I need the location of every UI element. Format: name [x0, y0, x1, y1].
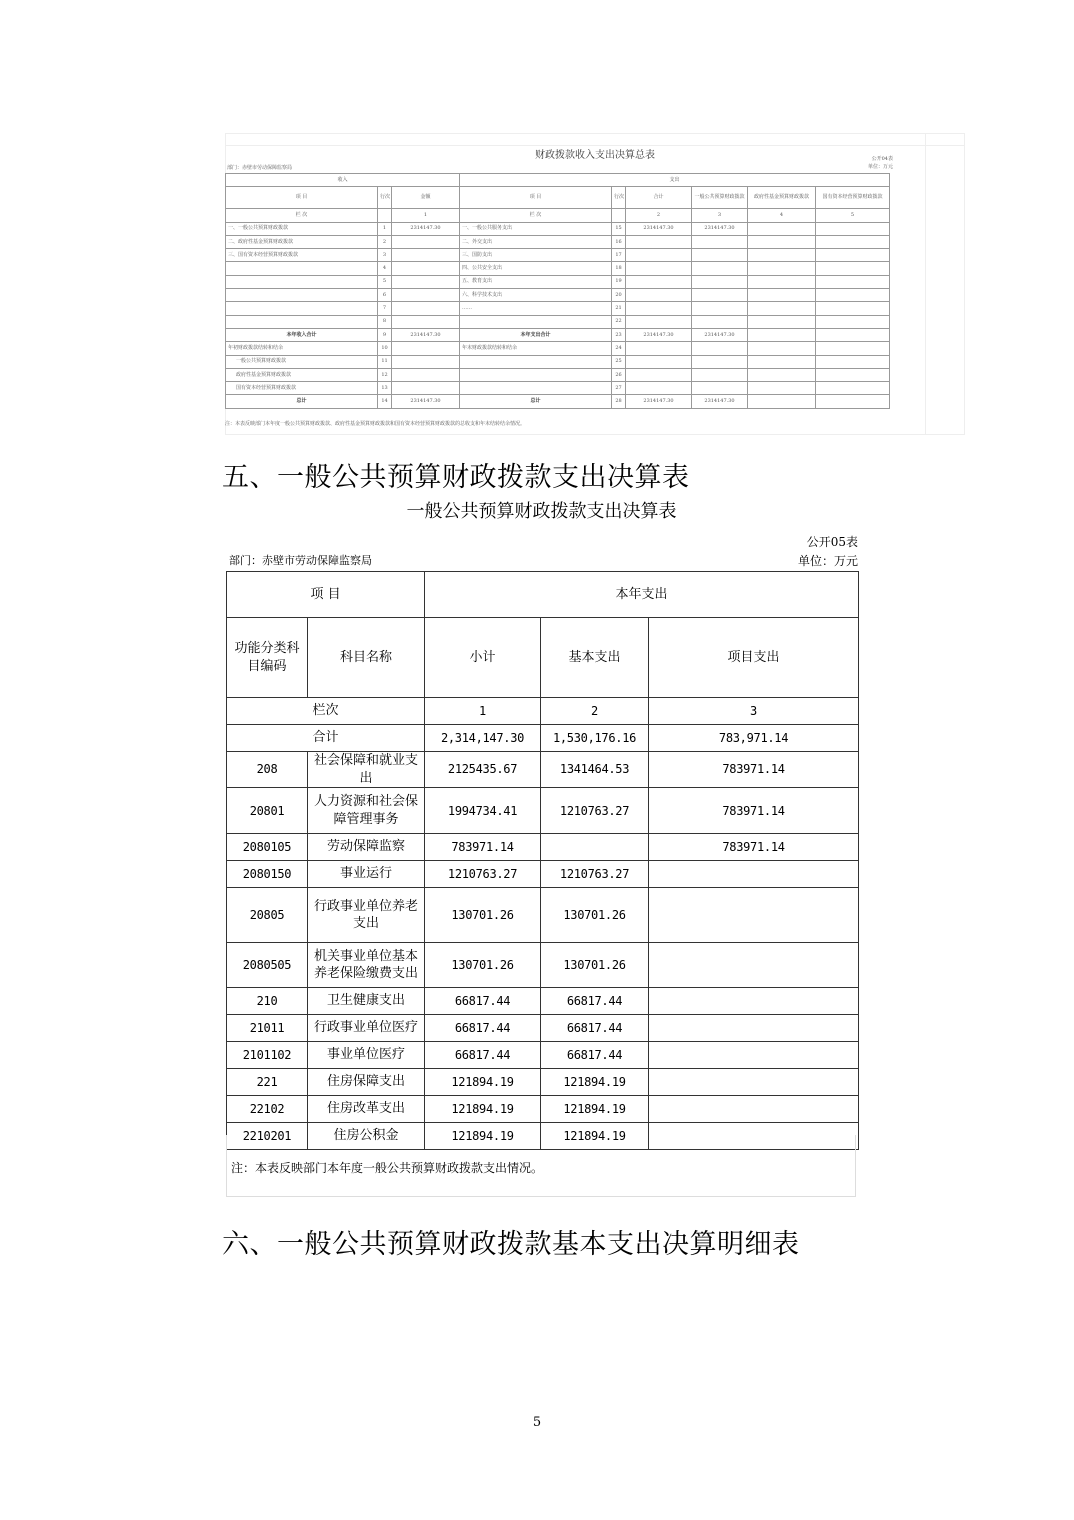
table1-empty-cell — [816, 249, 890, 262]
table1-col-line: 行次 — [612, 187, 626, 209]
table2-cell-subtotal: 783971.14 — [425, 834, 541, 861]
table2-cell-subtotal: 1210763.27 — [425, 861, 541, 888]
table1-cell-total — [626, 275, 692, 288]
table1-empty-cell — [748, 355, 816, 368]
table2-cell-code: 20805 — [227, 888, 308, 943]
table2-cell-project — [649, 943, 859, 988]
table2-colnum: 1 — [425, 698, 541, 725]
table2-cell-project — [649, 861, 859, 888]
table1-cell-total — [626, 302, 692, 315]
table1-col-item: 项 目 — [226, 187, 378, 209]
table1-colnum: 1 — [392, 209, 460, 222]
table2-cell-basic: 121894.19 — [541, 1123, 649, 1150]
table2-total-basic: 1,530,176.16 — [541, 725, 649, 752]
table1-cell-income: 本年收入合计 — [226, 328, 378, 341]
table2-unit: 单位：万元 — [797, 554, 858, 568]
table1-cell-gen — [692, 368, 748, 381]
table2-cell-subtotal: 1994734.41 — [425, 788, 541, 834]
table2-cell-basic: 66817.44 — [541, 1015, 649, 1042]
table2-cell-project: 783971.14 — [649, 834, 859, 861]
table2-note-box — [226, 1135, 856, 1197]
table2-cell-basic: 121894.19 — [541, 1096, 649, 1123]
table1-cell-amt — [392, 368, 460, 381]
table2-row — [227, 1042, 859, 1069]
table1-cell-income — [226, 275, 378, 288]
table1-dept: 部门：赤壁市劳动保障监察局 — [227, 165, 293, 171]
table1-cell-amt — [392, 302, 460, 315]
table1-row — [226, 249, 890, 262]
table1-row — [226, 395, 890, 408]
table1-col-line: 行次 — [378, 187, 392, 209]
table1-empty-cell — [816, 289, 890, 302]
table2-cell-code: 210 — [227, 988, 308, 1015]
table1-row — [226, 382, 890, 395]
table2-row — [227, 943, 859, 988]
table2-cell-code: 21011 — [227, 1015, 308, 1042]
table1-cell-exp: 本年支出合计 — [460, 328, 612, 341]
table1-cell-rn: 24 — [612, 342, 626, 355]
table2-row — [227, 1015, 859, 1042]
table1-row — [226, 302, 890, 315]
table2-cell-code: 221 — [227, 1069, 308, 1096]
table1-empty-cell — [816, 262, 890, 275]
table2-cell-project — [649, 888, 859, 943]
table2-cell-name: 住房改革支出 — [308, 1096, 425, 1123]
table1-cell-total: 2314147.30 — [626, 328, 692, 341]
table1-lanci: 栏 次 — [226, 209, 378, 222]
table1-cell-gen — [692, 235, 748, 248]
table1-cell-total — [626, 262, 692, 275]
table1-empty-cell — [748, 315, 816, 328]
table1-cell-amt — [392, 249, 460, 262]
table2-cell-subtotal: 130701.26 — [425, 943, 541, 988]
table2-cell-name: 机关事业单位基本养老保险缴费支出 — [308, 943, 425, 988]
table2-cell-basic — [541, 834, 649, 861]
table1-empty-cell — [748, 342, 816, 355]
table1-empty-cell — [748, 395, 816, 408]
table1-colnum: 4 — [748, 209, 816, 222]
table1-cell-exp — [460, 355, 612, 368]
table1-cell-total — [626, 368, 692, 381]
table1-cell-ln: 8 — [378, 315, 392, 328]
table1-title: 财政拨款收入支出决算总表 — [535, 150, 655, 161]
table1-cell-total: 2314147.30 — [626, 222, 692, 235]
table1-empty-cell — [816, 235, 890, 248]
table2-cell-basic: 66817.44 — [541, 1042, 649, 1069]
table2-cell-subtotal: 130701.26 — [425, 888, 541, 943]
table2-cell-code: 208 — [227, 752, 308, 788]
table1-row — [226, 275, 890, 288]
table1-cell-total — [626, 249, 692, 262]
table2-cell-name: 劳动保障监察 — [308, 834, 425, 861]
table2-cell-subtotal: 2125435.67 — [425, 752, 541, 788]
table2-lanci: 栏次 — [227, 698, 425, 725]
table1-empty-cell — [748, 368, 816, 381]
table1-cell-total — [626, 382, 692, 395]
table1-cell-gen — [692, 382, 748, 395]
table2-cell-code: 2080150 — [227, 861, 308, 888]
table1-empty-cell — [748, 235, 816, 248]
table1-cell-amt: 2314147.30 — [392, 222, 460, 235]
table1-cell-ln: 10 — [378, 342, 392, 355]
table2-cell-name: 事业单位医疗 — [308, 1042, 425, 1069]
table2-cell-name: 人力资源和社会保障管理事务 — [308, 788, 425, 834]
table1-cell-amt — [392, 342, 460, 355]
table1-lanci: 栏 次 — [460, 209, 612, 222]
table1-cell-income: 年初财政拨款结转和结余 — [226, 342, 378, 355]
table1-cell-income: 总计 — [226, 395, 378, 408]
table1-cell-amt — [392, 382, 460, 395]
table1-empty-cell — [748, 302, 816, 315]
table1-note: 注：本表反映部门本年度一般公共预算财政拨款、政府性基金预算财政拨款和国有资本经营预算财政拨款的总收支和年末结转结余情况。 — [225, 421, 526, 427]
table2-cell-name: 社会保障和就业支出 — [308, 752, 425, 788]
table1-empty-cell — [816, 368, 890, 381]
table2-total-subtotal: 2,314,147.30 — [425, 725, 541, 752]
table1-cell-rn: 25 — [612, 355, 626, 368]
table2-note: 注：本表反映部门本年度一般公共预算财政拨款支出情况。 — [231, 1161, 544, 1175]
table2-cell-subtotal: 66817.44 — [425, 1015, 541, 1042]
table1-cell-rn: 27 — [612, 382, 626, 395]
table2-cell-subtotal: 121894.19 — [425, 1123, 541, 1150]
table2-cell-project — [649, 1069, 859, 1096]
table1-cell-income: 二、政府性基金预算财政拨款 — [226, 235, 378, 248]
table1-cell-amt: 2314147.30 — [392, 328, 460, 341]
table1-cell-exp: 五、教育支出 — [460, 275, 612, 288]
table2-cell-project — [649, 1096, 859, 1123]
table1-cell-rn: 21 — [612, 302, 626, 315]
table1-row — [226, 289, 890, 302]
table1-cell-gen — [692, 342, 748, 355]
table2-row — [227, 1096, 859, 1123]
table1-empty-cell — [612, 209, 626, 222]
table1-cell-exp: 年末财政拨款结转和结余 — [460, 342, 612, 355]
table1-cell-exp: 一、一般公共服务支出 — [460, 222, 612, 235]
table1-col-fund: 政府性基金预算财政拨款 — [748, 187, 816, 209]
table1-header-income: 收入 — [226, 174, 460, 187]
table1-empty-cell — [748, 262, 816, 275]
table1-cell-total — [626, 355, 692, 368]
table2-cell-project — [649, 1042, 859, 1069]
table2-cell-basic: 130701.26 — [541, 888, 649, 943]
table2-cell-basic: 1210763.27 — [541, 788, 649, 834]
table2-row — [227, 752, 859, 788]
table1-row — [226, 355, 890, 368]
table2-form-no: 公开05表 — [806, 535, 858, 549]
table1-empty-cell — [816, 315, 890, 328]
section-heading-6: 六、一般公共预算财政拨款基本支出决算明细表 — [222, 1229, 800, 1260]
table1-row — [226, 368, 890, 381]
table2-cell-basic: 66817.44 — [541, 988, 649, 1015]
table1-cell-total — [626, 289, 692, 302]
table1-col-amount: 金额 — [392, 187, 460, 209]
table1-cell-exp — [460, 315, 612, 328]
table2-row — [227, 788, 859, 834]
table1-header-expense: 支出 — [460, 174, 890, 187]
table1-image — [225, 133, 965, 435]
table1-empty-cell — [748, 222, 816, 235]
table2-header-expense: 本年支出 — [425, 572, 859, 618]
table2-grid — [226, 571, 859, 1150]
table1-cell-total — [626, 315, 692, 328]
table1-empty-cell — [748, 275, 816, 288]
table1-colnum: 3 — [692, 209, 748, 222]
table1-cell-amt — [392, 289, 460, 302]
table1-empty-cell — [816, 342, 890, 355]
table2-row — [227, 988, 859, 1015]
table2-cell-code: 2101102 — [227, 1042, 308, 1069]
table2-dept: 部门：赤壁市劳动保障监察局 — [229, 554, 372, 567]
section-heading-5: 五、一般公共预算财政拨款支出决算表 — [222, 462, 690, 493]
table2-title: 一般公共预算财政拨款支出决算表 — [406, 501, 677, 522]
table2-cell-code: 20801 — [227, 788, 308, 834]
table1-empty-cell — [748, 328, 816, 341]
table1-cell-exp: 总计 — [460, 395, 612, 408]
table2-cell-subtotal: 66817.44 — [425, 1042, 541, 1069]
table2-header-subtotal: 小计 — [425, 618, 541, 698]
table1-cell-rn: 28 — [612, 395, 626, 408]
table1-cell-exp — [460, 382, 612, 395]
table1-cell-gen — [692, 262, 748, 275]
table1-cell-income: 一般公共预算财政拨款 — [226, 355, 378, 368]
table1-cell-rn: 15 — [612, 222, 626, 235]
table1-empty-cell — [816, 302, 890, 315]
table1-row — [226, 235, 890, 248]
table1-cell-ln: 12 — [378, 368, 392, 381]
table2-cell-code: 2080505 — [227, 943, 308, 988]
table1-cell-exp: 三、国防支出 — [460, 249, 612, 262]
table1-empty-cell — [748, 249, 816, 262]
table1-colnum: 5 — [816, 209, 890, 222]
table1-cell-income — [226, 302, 378, 315]
table1-cell-rn: 20 — [612, 289, 626, 302]
table2-header-code: 功能分类科目编码 — [227, 618, 308, 698]
table2-row — [227, 1069, 859, 1096]
table1-cell-amt — [392, 262, 460, 275]
table2-row — [227, 888, 859, 943]
table1-cell-amt — [392, 235, 460, 248]
table2-row — [227, 834, 859, 861]
table1-cell-rn: 17 — [612, 249, 626, 262]
table2-header-basic: 基本支出 — [541, 618, 649, 698]
table1-cell-income — [226, 315, 378, 328]
table2-cell-subtotal: 121894.19 — [425, 1096, 541, 1123]
table1-form-no: 公开04表 — [871, 156, 893, 162]
table2-cell-name: 住房保障支出 — [308, 1069, 425, 1096]
table2-colnum: 3 — [649, 698, 859, 725]
table2-cell-project: 783971.14 — [649, 752, 859, 788]
table1-cell-rn: 26 — [612, 368, 626, 381]
table2-cell-project — [649, 1015, 859, 1042]
table1-cell-gen — [692, 302, 748, 315]
table2-row — [227, 861, 859, 888]
table2-cell-basic: 121894.19 — [541, 1069, 649, 1096]
table2-cell-name: 行政事业单位养老支出 — [308, 888, 425, 943]
table1-empty-cell — [378, 209, 392, 222]
table1-cell-income: 三、国有资本经营预算财政拨款 — [226, 249, 378, 262]
table1-row — [226, 222, 890, 235]
table1-cell-amt: 2314147.30 — [392, 395, 460, 408]
table1-cell-gen: 2314147.30 — [692, 222, 748, 235]
table1-row — [226, 342, 890, 355]
table1-empty-cell — [816, 382, 890, 395]
table2-cell-name: 卫生健康支出 — [308, 988, 425, 1015]
table1-row — [226, 262, 890, 275]
table1-cell-income: 一、一般公共预算财政拨款 — [226, 222, 378, 235]
table1-unit: 单位：万元 — [867, 164, 893, 170]
table1-cell-exp: 六、科学技术支出 — [460, 289, 612, 302]
table1-colnum: 2 — [626, 209, 692, 222]
table2-cell-basic: 130701.26 — [541, 943, 649, 988]
table2-header-item: 项 目 — [227, 572, 425, 618]
table1-cell-exp: …… — [460, 302, 612, 315]
table1-empty-cell — [816, 222, 890, 235]
table1-cell-ln: 9 — [378, 328, 392, 341]
table1-col-total: 合计 — [626, 187, 692, 209]
table1-cell-rn: 23 — [612, 328, 626, 341]
table1-cell-ln: 4 — [378, 262, 392, 275]
table1-col-item: 项 目 — [460, 187, 612, 209]
table1-cell-amt — [392, 275, 460, 288]
table1-cell-ln: 7 — [378, 302, 392, 315]
table1-cell-ln: 2 — [378, 235, 392, 248]
table1-cell-total — [626, 235, 692, 248]
table2-cell-basic: 1210763.27 — [541, 861, 649, 888]
table1-cell-exp: 四、公共安全支出 — [460, 262, 612, 275]
table2-cell-subtotal: 66817.44 — [425, 988, 541, 1015]
table1-cell-ln: 11 — [378, 355, 392, 368]
table1-cell-ln: 3 — [378, 249, 392, 262]
table2-cell-code: 2210201 — [227, 1123, 308, 1150]
page-number: 5 — [532, 1415, 542, 1430]
table1-grid — [225, 173, 890, 409]
table1-empty-cell — [816, 328, 890, 341]
table1-cell-ln: 1 — [378, 222, 392, 235]
table2-header-name: 科目名称 — [308, 618, 425, 698]
table1-cell-income — [226, 262, 378, 275]
table1-cell-amt — [392, 355, 460, 368]
table1-empty-cell — [748, 382, 816, 395]
table2-cell-project — [649, 988, 859, 1015]
table2-header-project: 项目支出 — [649, 618, 859, 698]
table2-cell-project: 783971.14 — [649, 788, 859, 834]
table1-cell-gen — [692, 355, 748, 368]
table1-col-capital: 国有资本经营预算财政拨款 — [816, 187, 890, 209]
table2-cell-code: 2080105 — [227, 834, 308, 861]
table1-empty-cell — [816, 355, 890, 368]
table1-cell-amt — [392, 315, 460, 328]
table1-cell-rn: 19 — [612, 275, 626, 288]
table1-cell-rn: 16 — [612, 235, 626, 248]
table2-total-label: 合计 — [227, 725, 425, 752]
table2-cell-name: 住房公积金 — [308, 1123, 425, 1150]
table1-cell-gen: 2314147.30 — [692, 328, 748, 341]
table1-cell-gen: 2314147.30 — [692, 395, 748, 408]
table2-cell-name: 行政事业单位医疗 — [308, 1015, 425, 1042]
table2-cell-subtotal: 121894.19 — [425, 1069, 541, 1096]
table1-cell-total: 2314147.30 — [626, 395, 692, 408]
table1-cell-rn: 18 — [612, 262, 626, 275]
table1-cell-ln: 5 — [378, 275, 392, 288]
table1-empty-cell — [816, 275, 890, 288]
table1-cell-gen — [692, 315, 748, 328]
table2-cell-basic: 1341464.53 — [541, 752, 649, 788]
table1-cell-gen — [692, 275, 748, 288]
table1-row — [226, 328, 890, 341]
table1-cell-total — [626, 342, 692, 355]
table1-cell-gen — [692, 249, 748, 262]
table1-cell-ln: 14 — [378, 395, 392, 408]
table1-cell-gen — [692, 289, 748, 302]
table1-cell-exp — [460, 368, 612, 381]
table2-total-project: 783,971.14 — [649, 725, 859, 752]
table1-cell-ln: 13 — [378, 382, 392, 395]
table1-cell-rn: 22 — [612, 315, 626, 328]
table1-cell-exp: 二、外交支出 — [460, 235, 612, 248]
table1-col-general: 一般公共预算财政拨款 — [692, 187, 748, 209]
table1-empty-cell — [816, 395, 890, 408]
table1-cell-income: 政府性基金预算财政拨款 — [226, 368, 378, 381]
table1-cell-ln: 6 — [378, 289, 392, 302]
table1-row — [226, 315, 890, 328]
table1-cell-income — [226, 289, 378, 302]
table1-empty-cell — [748, 289, 816, 302]
table2-cell-name: 事业运行 — [308, 861, 425, 888]
table2-colnum: 2 — [541, 698, 649, 725]
table2-cell-code: 22102 — [227, 1096, 308, 1123]
table1-cell-income: 国有资本经营预算财政拨款 — [226, 382, 378, 395]
